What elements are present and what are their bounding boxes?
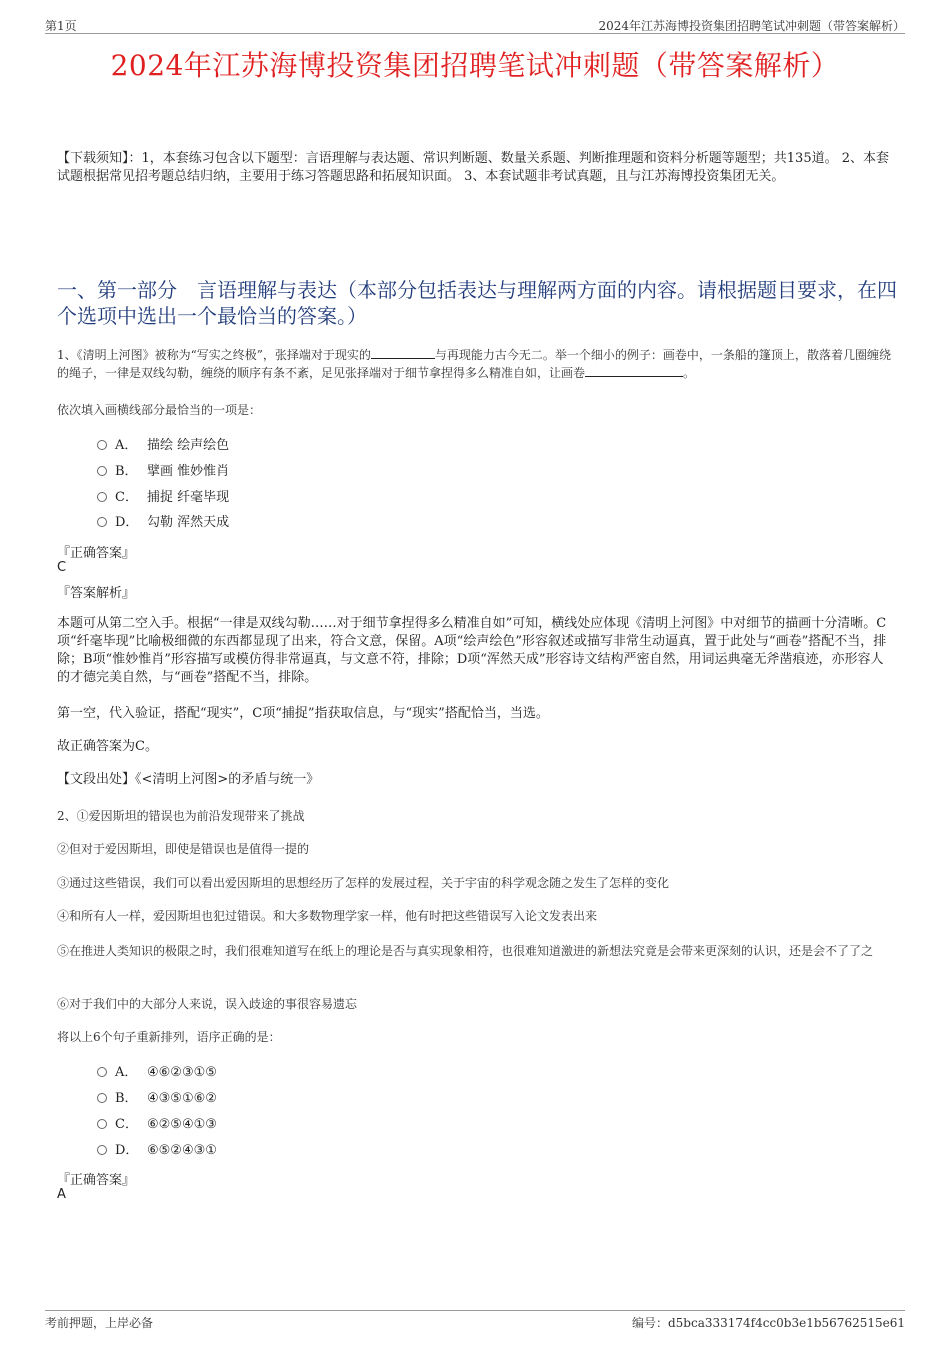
q1-stem-c: 散落着几圈缠绕的绳子，一律是双线勾勒，缠绕的顺序有条不紊，足见张择端对于细节拿捏得多么精准自如，让画卷: [57, 348, 891, 380]
radio-icon[interactable]: [97, 1093, 107, 1103]
header-doc-title: 2024年江苏海博投资集团招聘笔试冲刺题（带答案解析）: [598, 19, 905, 33]
q1-option-a[interactable]: A． 描绘 绘声绘色: [97, 437, 229, 455]
q1-option-b[interactable]: B． 擘画 惟妙惟肖: [97, 463, 229, 481]
q2-sentence-3: ③通过这些错误，我们可以看出爱因斯坦的思想经历了怎样的发展过程，关于宇宙的科学观念随之发生了怎样的变化: [57, 876, 670, 890]
q1-prompt: 依次填入画横线部分最恰当的一项是：: [57, 403, 262, 417]
radio-icon[interactable]: [97, 492, 107, 502]
footer-doc-id: 编号：d5bca333174f4cc0b3e1b56762515e61: [631, 1316, 905, 1330]
q1-answer: C: [57, 560, 67, 575]
q1-option-c[interactable]: C． 捕捉 纤毫毕现: [97, 489, 229, 507]
radio-icon[interactable]: [97, 1067, 107, 1077]
q2-sentence-1: 2、①爱因斯坦的错误也为前沿发现带来了挑战: [57, 809, 305, 823]
q1-stem-a: 1、《清明上河图》被称为“写实之终极”，张择端对于现实的: [57, 348, 371, 362]
section-heading: 一、第一部分 言语理解与表达（本部分包括表达与理解两方面的内容。请根据题目要求，在四个选项中选出一个最恰当的答案。）: [57, 278, 897, 328]
q2-option-c[interactable]: C． ⑥②⑤④①③: [97, 1116, 217, 1134]
q1-blank-1: [371, 346, 435, 359]
radio-icon[interactable]: [97, 1119, 107, 1129]
page-number: 第1页: [45, 19, 77, 33]
q2-option-b[interactable]: B． ④③⑤①⑥②: [97, 1090, 217, 1108]
q2-answer: A: [57, 1187, 66, 1202]
radio-icon[interactable]: [97, 466, 107, 476]
q1-stem-b: 与再现能力古今无二。举一个细小的例子：画卷中，一条船的篷顶上，: [434, 348, 807, 362]
q2-answer-label: 『正确答案』: [57, 1173, 136, 1188]
q1-analysis-label: 『答案解析』: [57, 586, 136, 601]
download-notice: 【下载须知】：1，本套练习包含以下题型：言语理解与表达题、常识判断题、数量关系题、判断推理题和资料分析题等题型；共135道。 2、本套试题根据常见招考题总结归纳，主要用于练习答题思路和拓展知识面。 3、本套试题非考试真题，且与江苏海博投资集团无关。: [57, 151, 889, 184]
q1-analysis-p1: 本题可从第二空入手。根据“一律是双线勾勒……对于细节拿捏得多么精准自如”可知，横线处应体现《清明上河图》中对细节的描画十分清晰。C项“纤毫毕现”比喻极细微的东西都显现了出来，符合文意，保留。A项“绘声绘色”形容叙述或描写非常生动逼真，置于此处与“画卷”搭配不当，排除；B项“惟妙惟肖”形容描写或模仿得非常逼真，与文意不符，排除；D项“浑然天成”形容诗文结构严密自然，用词运典毫无斧凿痕迹，亦形容人的才德完美自然，与“画卷”搭配不当，排除。: [57, 616, 887, 685]
footer-slogan: 考前押题，上岸必备: [45, 1316, 154, 1330]
header-divider: [45, 33, 905, 34]
q1-blank-2: [585, 364, 683, 377]
q1-stem-d: 。: [683, 366, 696, 380]
q2-option-a[interactable]: A． ④⑥②③①⑤: [97, 1064, 217, 1082]
q1-analysis-p2: 第一空，代入验证，搭配“现实”，C项“捕捉”指获取信息，与“现实”搭配恰当，当选。: [57, 706, 549, 721]
q2-option-d[interactable]: D． ⑥⑤②④③①: [97, 1142, 217, 1160]
q2-sentence-6: ⑥对于我们中的大部分人来说，误入歧途的事很容易遗忘: [57, 997, 358, 1011]
q2-sentence-4: ④和所有人一样，爱因斯坦也犯过错误。和大多数物理学家一样，他有时把这些错误写入论文发表出来: [57, 909, 598, 923]
q2-sentence-5: ⑤在推进人类知识的极限之时，我们很难知道写在纸上的理论是否与真实现象相符，也很难知道激进的新想法究竟是会带来更深刻的认识，还是会不了了之: [57, 944, 874, 958]
q2-prompt: 将以上6个句子重新排列，语序正确的是：: [57, 1030, 281, 1044]
radio-icon[interactable]: [97, 517, 107, 527]
radio-icon[interactable]: [97, 1145, 107, 1155]
q1-stem: [57, 346, 897, 382]
q1-option-d[interactable]: D． 勾勒 浑然天成: [97, 514, 229, 532]
q1-source: 【文段出处】《<清明上河图>的矛盾与统一》: [57, 772, 320, 787]
page-title: 2024年江苏海博投资集团招聘笔试冲刺题（带答案解析）: [110, 49, 840, 82]
q2-sentence-2: ②但对于爱因斯坦，即使是错误也是值得一提的: [57, 842, 310, 856]
q1-analysis-p3: 故正确答案为C。: [57, 739, 158, 754]
q1-answer-label: 『正确答案』: [57, 546, 136, 561]
footer-divider: [45, 1310, 905, 1311]
radio-icon[interactable]: [97, 440, 107, 450]
